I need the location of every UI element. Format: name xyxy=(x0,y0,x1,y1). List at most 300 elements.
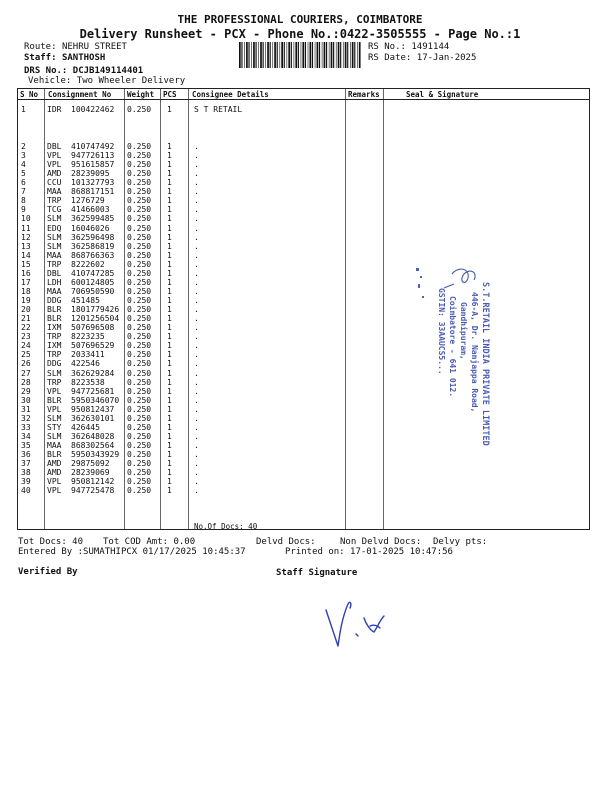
cell-consignment-number: 8223538 xyxy=(71,377,105,387)
barcode-bar xyxy=(288,42,290,68)
cell-sno: 6 xyxy=(21,178,26,188)
total-cod-amount: Tot COD Amt: 0.00 xyxy=(103,537,196,547)
svg-text:Gandhipuram,: Gandhipuram, xyxy=(459,302,468,360)
cell-weight: 0.250 xyxy=(127,477,152,487)
cell-consignment-number: 706950590 xyxy=(71,286,115,296)
cell-consignee: . xyxy=(194,142,199,151)
cell-sno: 27 xyxy=(21,368,31,378)
cell-consignment-number: 8223235 xyxy=(71,332,105,342)
cell-pcs: 1 xyxy=(167,105,172,114)
cell-pcs: 1 xyxy=(167,477,172,487)
cell-weight: 0.250 xyxy=(127,440,152,450)
runsheet-title: Delivery Runsheet - PCX - Phone No.:0422-3505555 - Page No.:1 xyxy=(79,27,521,41)
cell-pcs: 1 xyxy=(167,395,172,405)
table-row xyxy=(18,296,589,305)
cell-consignment-number: 2033411 xyxy=(71,350,105,360)
cell-weight: 0.250 xyxy=(127,232,152,242)
table-row xyxy=(18,187,589,196)
cell-origin-code: SLM xyxy=(47,214,62,224)
cell-origin-code: DBL xyxy=(47,268,62,278)
barcode-bar xyxy=(272,42,273,68)
table-row xyxy=(18,387,589,396)
cell-sno: 35 xyxy=(21,440,31,450)
cell-sno: 4 xyxy=(21,160,26,170)
vehicle-label: Vehicle: xyxy=(28,76,72,86)
cell-weight: 0.250 xyxy=(127,205,152,215)
barcode-bar xyxy=(248,42,249,68)
barcode-bar xyxy=(256,42,257,68)
cell-consignee: . xyxy=(194,440,199,450)
cell-weight: 0.250 xyxy=(127,142,152,151)
cell-pcs: 1 xyxy=(167,286,172,296)
cell-weight: 0.250 xyxy=(127,468,152,478)
barcode-bar xyxy=(277,42,278,68)
cell-consignment-number: 410747285 xyxy=(71,268,115,278)
vehicle-line xyxy=(28,76,185,86)
cell-pcs: 1 xyxy=(167,142,172,151)
barcode-bar xyxy=(322,42,323,68)
cell-consignment-number: 1801779426 xyxy=(71,305,120,315)
cell-origin-code: BLR xyxy=(47,314,62,324)
cell-consignment-number: 16046026 xyxy=(71,223,110,233)
header-consignment: Consignment No xyxy=(48,90,112,99)
cell-origin-code: AMD xyxy=(47,459,62,469)
cell-consignment-number: 362629284 xyxy=(71,368,115,378)
cell-weight: 0.250 xyxy=(127,422,152,432)
cell-origin-code: TRP xyxy=(47,332,62,342)
cell-origin-code: BLR xyxy=(47,305,62,315)
cell-sno: 39 xyxy=(21,477,31,487)
verified-by-label: Verified By xyxy=(18,567,78,577)
cell-sno: 32 xyxy=(21,413,31,423)
no-of-docs: No.Of Docs: 40 xyxy=(194,522,258,531)
cell-consignee: . xyxy=(194,404,199,414)
cell-pcs: 1 xyxy=(167,413,172,423)
delivery-points: Delvy pts: xyxy=(433,537,488,547)
cell-consignee: . xyxy=(194,205,199,215)
cell-consignee: . xyxy=(194,223,199,233)
cell-pcs: 1 xyxy=(167,404,172,414)
cell-origin-code: IXM xyxy=(47,341,62,351)
cell-sno: 30 xyxy=(21,395,31,405)
cell-origin-code: IDR xyxy=(47,105,62,114)
cell-sno: 9 xyxy=(21,205,26,215)
barcode-bar xyxy=(298,42,299,68)
barcode-bar xyxy=(260,42,262,68)
table-row xyxy=(18,151,589,160)
staff-line xyxy=(24,53,105,63)
cell-consignee: . xyxy=(194,450,199,460)
cell-consignment-number: 362648028 xyxy=(71,431,115,441)
cell-weight: 0.250 xyxy=(127,395,152,405)
cell-weight: 0.250 xyxy=(127,259,152,269)
cell-pcs: 1 xyxy=(167,350,172,360)
cell-consignment-number: 951615857 xyxy=(71,160,115,170)
cell-pcs: 1 xyxy=(167,296,172,306)
barcode-bar xyxy=(302,42,304,68)
barcode-bar xyxy=(291,42,292,68)
cell-sno: 11 xyxy=(21,223,31,233)
barcode-bar xyxy=(308,42,309,68)
cell-sno: 19 xyxy=(21,296,31,306)
cell-origin-code: CCU xyxy=(47,178,62,188)
cell-origin-code: VPL xyxy=(47,477,62,487)
cell-consignee: . xyxy=(194,486,199,496)
drs-label: DRS No.: xyxy=(24,66,68,76)
cell-origin-code: AMD xyxy=(47,468,62,478)
cell-consignment-number: 100422462 xyxy=(71,105,115,114)
cell-consignee: . xyxy=(194,368,199,378)
cell-consignee: . xyxy=(194,232,199,242)
staff-signature-label: Staff Signature xyxy=(276,568,358,578)
cell-origin-code: TRP xyxy=(47,196,62,206)
cell-pcs: 1 xyxy=(167,314,172,324)
cell-pcs: 1 xyxy=(167,178,172,188)
cell-weight: 0.250 xyxy=(127,450,152,460)
company-title: THE PROFESSIONAL COURIERS, COIMBATORE xyxy=(177,13,423,26)
cell-consignment-number: 507696529 xyxy=(71,341,115,351)
cell-origin-code: SLM xyxy=(47,431,62,441)
barcode-bar xyxy=(354,42,355,68)
cell-consignee: . xyxy=(194,395,199,405)
barcode-bar xyxy=(270,42,271,68)
cell-origin-code: BLR xyxy=(47,450,62,460)
cell-consignee: . xyxy=(194,413,199,423)
company-seal-stamp xyxy=(410,262,500,462)
cell-consignment-number: 868766363 xyxy=(71,250,115,260)
cell-consignee: . xyxy=(194,359,199,369)
barcode-bar xyxy=(274,42,276,68)
cell-consignment-number: 28239095 xyxy=(71,169,110,179)
header-weight: Weight xyxy=(127,90,155,99)
cell-consignment-number: 362596498 xyxy=(71,232,115,242)
cell-consignee: . xyxy=(194,431,199,441)
cell-origin-code: TRP xyxy=(47,350,62,360)
cell-pcs: 1 xyxy=(167,277,172,287)
cell-origin-code: STY xyxy=(47,422,62,432)
cell-weight: 0.250 xyxy=(127,160,152,170)
table-row xyxy=(18,332,589,341)
cell-sno: 3 xyxy=(21,151,26,161)
cell-pcs: 1 xyxy=(167,341,172,351)
barcode-bar xyxy=(312,42,313,68)
cell-pcs: 1 xyxy=(167,214,172,224)
cell-consignee: . xyxy=(194,196,199,206)
cell-consignee: . xyxy=(194,214,199,224)
cell-sno: 5 xyxy=(21,169,26,179)
cell-consignment-number: 950812437 xyxy=(71,404,115,414)
table-row xyxy=(18,314,589,323)
staff-value: SANTHOSH xyxy=(61,53,106,63)
cell-origin-code: MAA xyxy=(47,250,62,260)
table-row xyxy=(18,423,589,432)
cell-sno: 20 xyxy=(21,305,31,315)
cell-origin-code: DDG xyxy=(47,296,62,306)
cell-origin-code: BLR xyxy=(47,395,62,405)
cell-consignment-number: 29875092 xyxy=(71,459,110,469)
cell-consignee: . xyxy=(194,422,199,432)
cell-pcs: 1 xyxy=(167,450,172,460)
cell-origin-code: TCG xyxy=(47,205,62,215)
cell-pcs: 1 xyxy=(167,196,172,206)
drs-line xyxy=(24,66,143,76)
delivered-docs: Delvd Docs: xyxy=(256,537,316,547)
cell-pcs: 1 xyxy=(167,459,172,469)
table-row xyxy=(18,441,589,450)
staff-signature-handwritten xyxy=(318,596,392,648)
cell-weight: 0.250 xyxy=(127,214,152,224)
entered-by: Entered By :SUMATHIPCX 01/17/2025 10:45:37 xyxy=(18,547,246,557)
cell-pcs: 1 xyxy=(167,305,172,315)
cell-weight: 0.250 xyxy=(127,486,152,496)
cell-weight: 0.250 xyxy=(127,187,152,197)
cell-consignment-number: 28239069 xyxy=(71,468,110,478)
barcode-bar xyxy=(338,42,340,68)
table-row xyxy=(18,369,589,378)
cell-consignment-number: 1201256504 xyxy=(71,314,120,324)
cell-pcs: 1 xyxy=(167,268,172,278)
cell-weight: 0.250 xyxy=(127,169,152,179)
table-row xyxy=(18,323,589,332)
table-row xyxy=(18,414,589,423)
cell-origin-code: VPL xyxy=(47,386,62,396)
cell-sno: 23 xyxy=(21,332,31,342)
cell-consignee: . xyxy=(194,350,199,360)
cell-sno: 33 xyxy=(21,422,31,432)
cell-consignee: . xyxy=(194,314,199,324)
total-docs: Tot Docs: 40 xyxy=(18,537,84,547)
cell-sno: 14 xyxy=(21,250,31,260)
cell-pcs: 1 xyxy=(167,241,172,251)
table-row xyxy=(18,378,589,387)
cell-pcs: 1 xyxy=(167,368,172,378)
cell-pcs: 1 xyxy=(167,359,172,369)
cell-consignee: . xyxy=(194,341,199,351)
table-row xyxy=(18,160,589,169)
barcode-bar xyxy=(343,42,344,68)
cell-consignee: . xyxy=(194,268,199,278)
cell-consignment-number: 362630101 xyxy=(71,413,115,423)
barcode-bar xyxy=(347,42,348,68)
svg-text:S.T.RETAIL INDIA PRIVATE LIMIT: S.T.RETAIL INDIA PRIVATE LIMITED xyxy=(480,282,490,446)
route-line xyxy=(24,42,127,52)
cell-weight: 0.250 xyxy=(127,105,152,114)
cell-sno: 37 xyxy=(21,459,31,469)
barcode-bar xyxy=(281,42,283,68)
cell-origin-code: VPL xyxy=(47,160,62,170)
table-row xyxy=(18,169,589,178)
barcode-bar xyxy=(263,42,264,68)
barcode-bar xyxy=(317,42,319,68)
cell-sno: 18 xyxy=(21,286,31,296)
table-row xyxy=(18,305,589,314)
cell-pcs: 1 xyxy=(167,160,172,170)
table-row xyxy=(18,242,589,251)
cell-origin-code: VPL xyxy=(47,151,62,161)
cell-weight: 0.250 xyxy=(127,314,152,324)
barcode-bar xyxy=(294,42,295,68)
cell-origin-code: IXM xyxy=(47,323,62,333)
cell-consignment-number: 8222602 xyxy=(71,259,105,269)
route-label: Route: xyxy=(24,42,57,52)
cell-origin-code: TRP xyxy=(47,259,62,269)
cell-weight: 0.250 xyxy=(127,178,152,188)
cell-sno: 24 xyxy=(21,341,31,351)
cell-consignee: . xyxy=(194,286,199,296)
cell-consignee: . xyxy=(194,241,199,251)
cell-pcs: 1 xyxy=(167,332,172,342)
barcode-bar xyxy=(319,42,320,68)
cell-pcs: 1 xyxy=(167,259,172,269)
cell-consignment-number: 868302564 xyxy=(71,440,115,450)
table-row xyxy=(18,450,589,459)
cell-sno: 40 xyxy=(21,486,31,496)
cell-consignment-number: 422546 xyxy=(71,359,100,369)
barcode-bar xyxy=(310,42,312,68)
table-row xyxy=(18,432,589,441)
cell-weight: 0.250 xyxy=(127,332,152,342)
cell-weight: 0.250 xyxy=(127,151,152,161)
barcode-bar xyxy=(295,42,297,68)
cell-weight: 0.250 xyxy=(127,296,152,306)
table-row xyxy=(18,142,589,151)
cell-weight: 0.250 xyxy=(127,386,152,396)
barcode-bar xyxy=(333,42,334,68)
cell-origin-code: TRP xyxy=(47,377,62,387)
table-row xyxy=(18,269,589,278)
runsheet-table xyxy=(17,88,590,530)
barcode-bar xyxy=(258,42,259,68)
cell-weight: 0.250 xyxy=(127,413,152,423)
cell-sno: 16 xyxy=(21,268,31,278)
cell-pcs: 1 xyxy=(167,323,172,333)
table-row xyxy=(18,233,589,242)
table-row xyxy=(18,251,589,260)
cell-sno: 36 xyxy=(21,450,31,460)
rs-date-line xyxy=(368,53,476,64)
cell-origin-code: VPL xyxy=(47,486,62,496)
cell-weight: 0.250 xyxy=(127,341,152,351)
rs-no-value: 1491144 xyxy=(411,42,450,52)
cell-weight: 0.250 xyxy=(127,286,152,296)
cell-origin-code: MAA xyxy=(47,286,62,296)
table-row xyxy=(18,459,589,468)
cell-sno: 34 xyxy=(21,431,31,441)
cell-pcs: 1 xyxy=(167,250,172,260)
cell-consignment-number: 410747492 xyxy=(71,142,115,151)
cell-consignee: . xyxy=(194,187,199,197)
cell-weight: 0.250 xyxy=(127,268,152,278)
cell-consignee: . xyxy=(194,296,199,306)
cell-sno: 21 xyxy=(21,314,31,324)
cell-sno: 1 xyxy=(21,105,26,114)
table-row xyxy=(18,405,589,414)
cell-weight: 0.250 xyxy=(127,431,152,441)
cell-consignee: . xyxy=(194,160,199,170)
cell-sno: 38 xyxy=(21,468,31,478)
rs-no-label: RS No.: xyxy=(368,42,406,52)
cell-pcs: 1 xyxy=(167,377,172,387)
table-row xyxy=(18,396,589,405)
header-consignee: Consignee Details xyxy=(192,90,269,99)
cell-origin-code: SLM xyxy=(47,413,62,423)
cell-pcs: 1 xyxy=(167,169,172,179)
cell-weight: 0.250 xyxy=(127,323,152,333)
cell-pcs: 1 xyxy=(167,440,172,450)
cell-sno: 2 xyxy=(21,142,26,151)
cell-consignment-number: 5950346070 xyxy=(71,395,120,405)
cell-pcs: 1 xyxy=(167,205,172,215)
cell-pcs: 1 xyxy=(167,486,172,496)
cell-origin-code: SLM xyxy=(47,368,62,378)
barcode-bar xyxy=(357,42,358,68)
cell-consignee: . xyxy=(194,332,199,342)
cell-sno: 28 xyxy=(21,377,31,387)
cell-sno: 25 xyxy=(21,350,31,360)
cell-pcs: 1 xyxy=(167,151,172,161)
barcode-bar xyxy=(267,42,269,68)
cell-weight: 0.250 xyxy=(127,377,152,387)
cell-consignment-number: 600124805 xyxy=(71,277,115,287)
cell-consignment-number: 507696508 xyxy=(71,323,115,333)
cell-consignee: . xyxy=(194,277,199,287)
cell-consignment-number: 950812142 xyxy=(71,477,115,487)
table-row xyxy=(18,468,589,477)
cell-sno: 22 xyxy=(21,323,31,333)
cell-origin-code: DBL xyxy=(47,142,62,151)
cell-origin-code: EDQ xyxy=(47,223,62,233)
barcode-bar xyxy=(331,42,333,68)
cell-origin-code: SLM xyxy=(47,241,62,251)
cell-consignee: . xyxy=(194,250,199,260)
cell-sno: 26 xyxy=(21,359,31,369)
rs-date-value: 17-Jan-2025 xyxy=(416,53,477,63)
cell-sno: 15 xyxy=(21,259,31,269)
cell-consignee: . xyxy=(194,477,199,487)
header-seal-signature: Seal & Signature xyxy=(406,90,479,99)
vehicle-value: Two Wheeler Delivery xyxy=(76,76,186,86)
table-row xyxy=(18,224,589,233)
barcode-bar xyxy=(251,42,252,68)
cell-weight: 0.250 xyxy=(127,350,152,360)
cell-consignment-number: 1276729 xyxy=(71,196,105,206)
table-row xyxy=(18,178,589,187)
barcode-bar xyxy=(244,42,245,68)
drs-value: DCJB149114401 xyxy=(72,66,144,76)
svg-text:446-A, Dr. Nanjappa Road,: 446-A, Dr. Nanjappa Road, xyxy=(470,292,479,413)
barcode-icon xyxy=(238,42,362,68)
cell-sno: 7 xyxy=(21,187,26,197)
table-row xyxy=(18,205,589,214)
cell-consignee: . xyxy=(194,323,199,333)
cell-consignee: . xyxy=(194,459,199,469)
cell-origin-code: VPL xyxy=(47,404,62,414)
cell-consignment-number: 947725681 xyxy=(71,386,115,396)
cell-pcs: 1 xyxy=(167,422,172,432)
cell-consignee: . xyxy=(194,169,199,179)
cell-sno: 10 xyxy=(21,214,31,224)
cell-pcs: 1 xyxy=(167,223,172,233)
cell-consignee: . xyxy=(194,386,199,396)
cell-origin-code: MAA xyxy=(47,187,62,197)
barcode-bar xyxy=(352,42,354,68)
cell-consignee: . xyxy=(194,151,199,161)
rs-date-label: RS Date: xyxy=(368,53,412,63)
cell-sno: 13 xyxy=(21,241,31,251)
cell-origin-code: LDH xyxy=(47,277,62,287)
table-row xyxy=(18,105,589,114)
barcode-bar xyxy=(305,42,306,68)
